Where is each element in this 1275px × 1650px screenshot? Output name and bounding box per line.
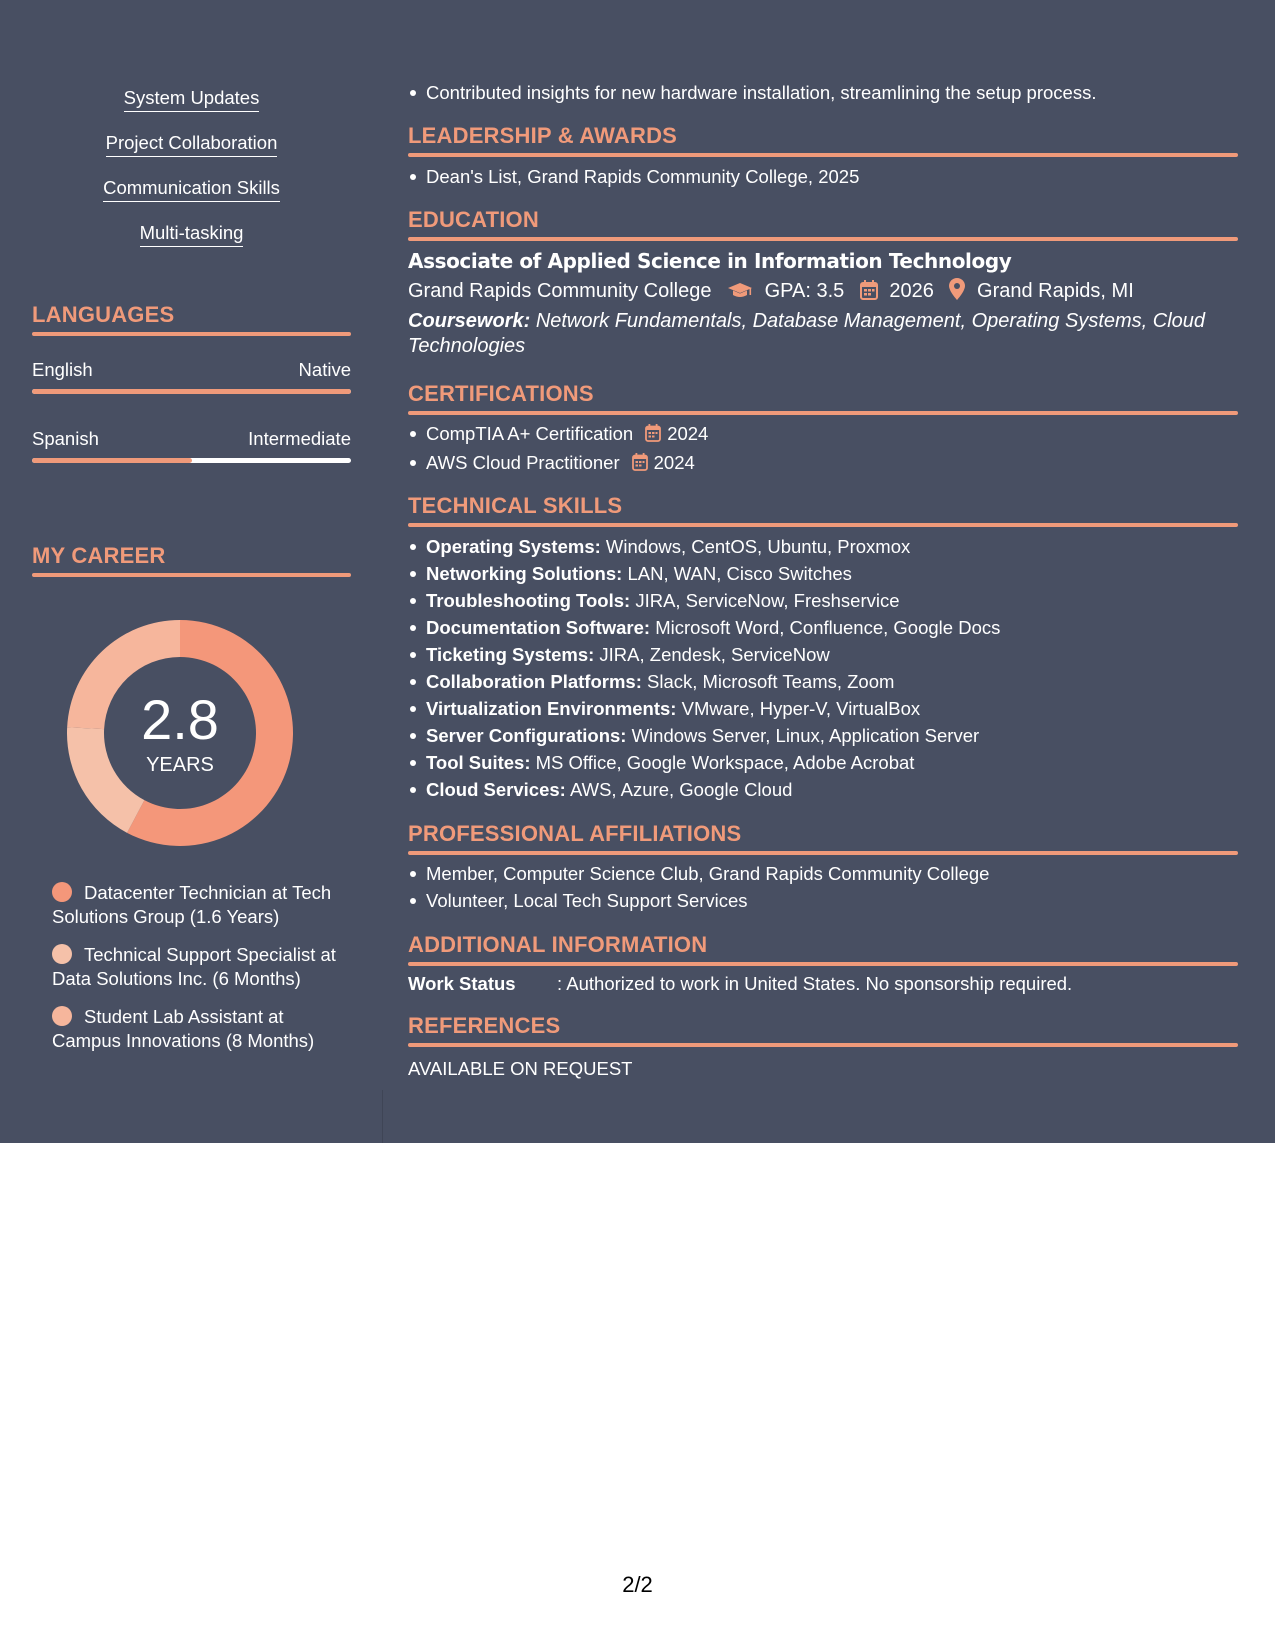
skill-label: Project Collaboration (106, 132, 278, 157)
calendar-icon (632, 451, 648, 478)
list-item (426, 533, 1256, 560)
skill-category: Documentation Software: (426, 617, 651, 638)
career-heading: MY CAREER (32, 543, 166, 568)
career-item-text: Technical Support Specialist at Data Solutions Inc. (6 Months) (52, 944, 336, 989)
list-item (426, 449, 1256, 478)
technical-skills-heading: TECHNICAL SKILLS (408, 493, 623, 518)
donut-center (67, 620, 293, 846)
coursework-list: Network Fundamentals, Database Management, Operating Systems, Cloud Technologies (408, 310, 1206, 357)
list-item (426, 641, 1256, 668)
language-level: Native (298, 359, 351, 380)
skill-category: Collaboration Platforms: (426, 671, 642, 692)
column-divider (382, 1090, 383, 1143)
skill-link[interactable] (32, 177, 351, 202)
work-status-row (408, 972, 1072, 996)
work-status-value: : Authorized to work in United States. No sponsorship required. (557, 973, 1073, 994)
list-item (426, 587, 1256, 614)
language-name: English (32, 359, 93, 380)
legend-dot (52, 944, 72, 964)
section-rule (32, 573, 351, 577)
list-item: Member, Computer Science Club, Grand Rapids Community College (426, 860, 1256, 887)
skill-values: LAN, WAN, Cisco Switches (627, 563, 852, 584)
graduation-year: 2026 (889, 280, 934, 302)
section-rule (408, 523, 1238, 527)
section-rule (408, 237, 1238, 241)
certifications-list (408, 420, 1256, 478)
skill-category: Cloud Services: (426, 779, 566, 800)
leadership-list (408, 163, 1256, 190)
skill-category: Server Configurations: (426, 725, 627, 746)
career-item (52, 943, 352, 991)
language-proficiency-bar (32, 389, 351, 394)
skill-values: AWS, Azure, Google Cloud (569, 779, 793, 800)
career-donut-chart (67, 620, 293, 846)
section-rule (32, 332, 351, 336)
proficiency-fill (32, 458, 192, 463)
school-location: Grand Rapids, MI (977, 280, 1134, 302)
list-item (426, 614, 1256, 641)
career-item (52, 1005, 352, 1053)
location-pin-icon (949, 278, 965, 307)
language-level: Intermediate (248, 428, 351, 449)
skill-link[interactable] (32, 87, 351, 112)
coursework-label: Coursework: (408, 310, 531, 332)
section-rule (408, 962, 1238, 966)
skill-label: Communication Skills (103, 177, 280, 202)
skill-category: Troubleshooting Tools: (426, 590, 631, 611)
affiliations-list (408, 860, 1256, 914)
degree-title: Associate of Applied Science in Information Technology (408, 249, 1012, 273)
list-item (426, 722, 1256, 749)
education-heading: EDUCATION (408, 207, 539, 232)
list-item: Volunteer, Local Tech Support Services (426, 887, 1256, 914)
graduation-cap-icon (727, 281, 753, 307)
languages-heading: LANGUAGES (32, 302, 175, 327)
calendar-icon (645, 422, 661, 449)
total-years-unit: YEARS (146, 754, 214, 776)
list-item (426, 695, 1256, 722)
skill-values: Windows Server, Linux, Application Server (631, 725, 980, 746)
section-rule (408, 153, 1238, 157)
skill-category: Operating Systems: (426, 536, 601, 557)
references-heading: REFERENCES (408, 1013, 561, 1038)
skill-values: Slack, Microsoft Teams, Zoom (647, 671, 895, 692)
list-item: Dean's List, Grand Rapids Community College, 2025 (426, 163, 1256, 190)
certification-year: 2024 (667, 423, 709, 444)
skill-values: Windows, CentOS, Ubuntu, Proxmox (605, 536, 911, 557)
language-proficiency-bar (32, 458, 351, 463)
technical-skills-list (408, 533, 1256, 803)
skill-category: Networking Solutions: (426, 563, 623, 584)
list-item (426, 668, 1256, 695)
skill-link[interactable] (32, 222, 351, 247)
list-item (426, 776, 1256, 803)
career-item (52, 881, 352, 929)
list-item: Contributed insights for new hardware installation, streamlining the setup process. (426, 79, 1256, 106)
language-name: Spanish (32, 428, 99, 449)
skill-values: VMware, Hyper-V, VirtualBox (681, 698, 921, 719)
experience-bullets (408, 79, 1256, 106)
section-rule (408, 411, 1238, 415)
education-details (408, 278, 1134, 307)
skill-category: Tool Suites: (426, 752, 531, 773)
list-item (426, 420, 1256, 449)
career-item-text: Student Lab Assistant at Campus Innovations (8 Months) (52, 1006, 315, 1051)
certification-name: CompTIA A+ Certification (426, 423, 634, 444)
certification-name: AWS Cloud Practitioner (426, 452, 620, 473)
page-number: 2/2 (622, 1572, 653, 1597)
skill-values: JIRA, ServiceNow, Freshservice (635, 590, 900, 611)
leadership-heading: LEADERSHIP & AWARDS (408, 123, 678, 148)
additional-info-heading: ADDITIONAL INFORMATION (408, 932, 708, 957)
total-years-value: 2.8 (141, 688, 219, 751)
skill-label: System Updates (124, 87, 260, 112)
section-rule (408, 1043, 1238, 1047)
legend-dot (52, 1006, 72, 1026)
skill-link[interactable] (32, 132, 351, 157)
section-rule (408, 851, 1238, 855)
legend-dot (52, 882, 72, 902)
references-text: AVAILABLE ON REQUEST (408, 1058, 633, 1079)
skill-values: Microsoft Word, Confluence, Google Docs (655, 617, 1001, 638)
skill-category: Ticketing Systems: (426, 644, 595, 665)
skill-values: MS Office, Google Workspace, Adobe Acrobat (535, 752, 915, 773)
career-item-text: Datacenter Technician at Tech Solutions Group (1.6 Years) (52, 882, 332, 927)
school-name: Grand Rapids Community College (408, 280, 712, 302)
skill-category: Virtualization Environments: (426, 698, 677, 719)
skill-values: JIRA, Zendesk, ServiceNow (599, 644, 830, 665)
calendar-icon (860, 280, 878, 307)
gpa: GPA: 3.5 (764, 280, 845, 302)
coursework (408, 309, 1218, 359)
certification-year: 2024 (653, 452, 695, 473)
proficiency-fill (32, 389, 351, 394)
certifications-heading: CERTIFICATIONS (408, 381, 594, 406)
skill-label: Multi-tasking (140, 222, 244, 247)
list-item (426, 749, 1256, 776)
list-item (426, 560, 1256, 587)
work-status-label: Work Status (408, 973, 516, 994)
affiliations-heading: PROFESSIONAL AFFILIATIONS (408, 821, 742, 846)
